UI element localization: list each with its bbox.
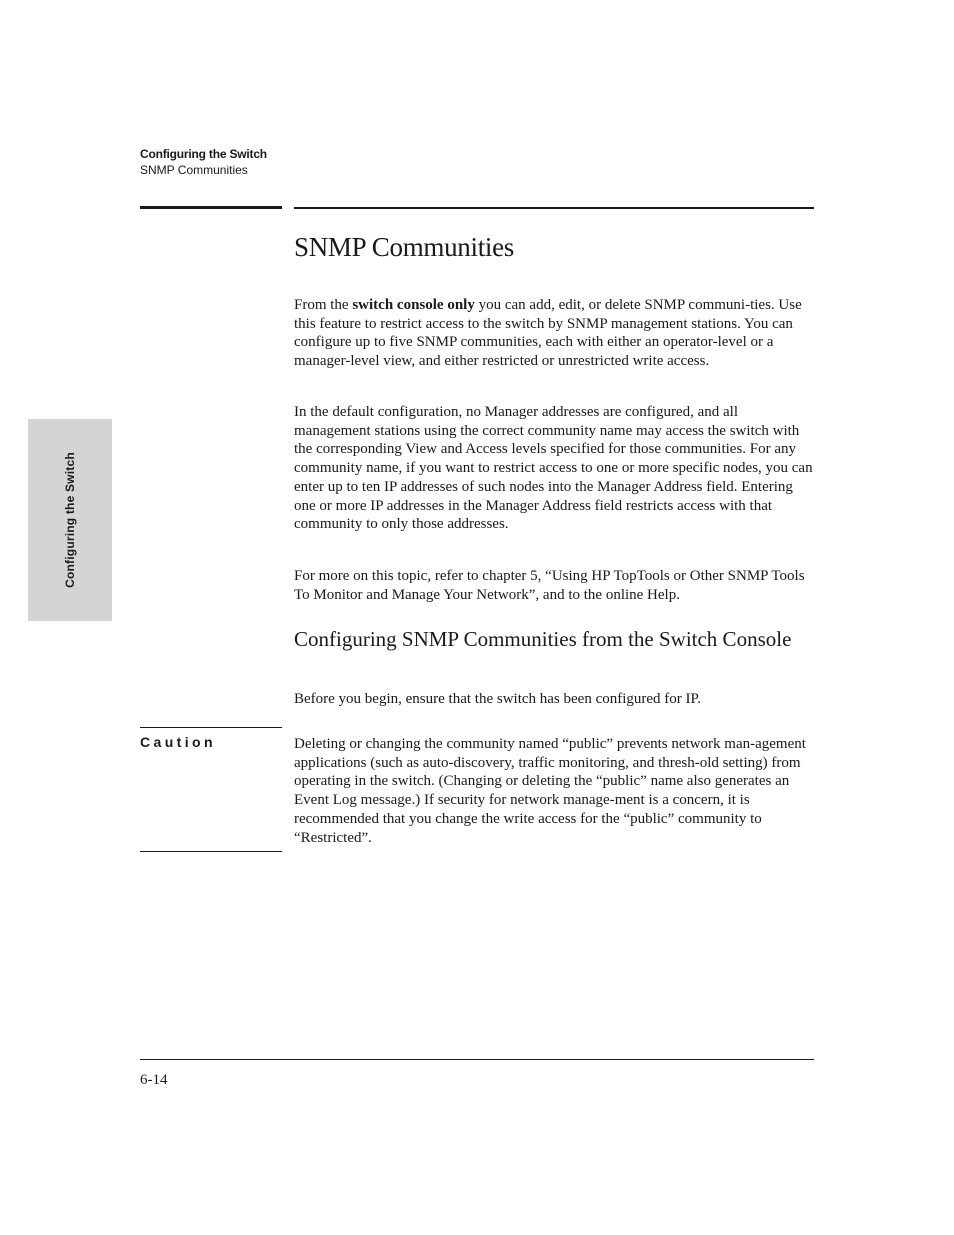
caution-label: Caution — [140, 734, 216, 750]
intro-bold-phrase: switch console only — [352, 297, 475, 313]
intro-paragraph — [294, 296, 816, 371]
header-rule-right — [294, 207, 814, 209]
reference-paragraph: For more on this topic, refer to chapter 5, “Using HP TopTools or Other SNMP Tools To Monitor and Manage Your Network”, and to the online Help. — [294, 568, 805, 603]
running-header-section: SNMP Communities — [140, 163, 248, 177]
page-title: SNMP Communities — [294, 232, 514, 262]
section-subheading: Configuring SNMP Communities from the Switch Console — [294, 627, 792, 651]
page-number: 6-14 — [140, 1072, 168, 1088]
default-config-paragraph: In the default configuration, no Manager addresses are configured, and all management stations using the correct community name may access the switch with the corresponding View and Access levels specified for those communities. For any community name, if you want to restrict access to one or more specific nodes, you can enter up to ten IP addresses of such nodes into the Manager Address field. Entering one or more IP addresses in the Manager Address field restricts access with that community to only those addresses. — [294, 404, 813, 533]
prerequisite-paragraph: Before you begin, ensure that the switch has been configured for IP. — [294, 691, 701, 707]
caution-text: Deleting or changing the community named “public” prevents network man-agement applications (such as auto-discovery, traffic monitoring, and thresh-old setting) from operating in the switch. (Changing or deleting the “public” name also generates an Event Log message.) If security for network manage-ment is a concern, it is recommended that you change the write access for the “public” community to “Restricted”. — [294, 736, 806, 846]
footer-rule — [140, 1059, 814, 1060]
intro-text-end: you can add, edit, or delete SNMP communi-ties. Use this feature to restrict access to the switch by SNMP management stations. You can configure up to five SNMP communities, each with either an operator-level or a manager-level view, and either restricted or unrestricted write access. — [294, 297, 802, 370]
chapter-side-tab-label: Configuring the Switch — [63, 452, 77, 588]
caution-rule-top — [140, 727, 282, 728]
caution-rule-bottom — [140, 851, 282, 852]
intro-text-start: From the — [294, 297, 353, 313]
header-rule-left — [140, 206, 282, 209]
running-header-chapter: Configuring the Switch — [140, 147, 267, 161]
